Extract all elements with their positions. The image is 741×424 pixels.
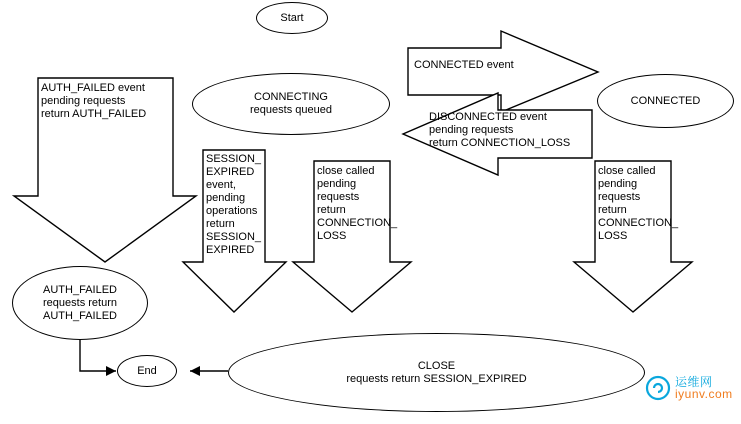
close-called-connecting-label-line-3: requests: [317, 191, 360, 203]
close-called-connected-label-line-2: pending: [598, 178, 638, 190]
close-called-connecting-label-line-4: return: [317, 204, 346, 216]
connected-arrow-shape: [408, 31, 598, 112]
auth-failed-arrow-shape: [14, 78, 196, 262]
auth-failed-arrow-label-line-1: AUTH_FAILED event: [41, 82, 145, 94]
watermark: [645, 375, 733, 401]
session-expired-arrow-label-line-6: return: [206, 218, 235, 230]
session-expired-arrow-label-line-2: EXPIRED: [206, 166, 255, 178]
session-expired-arrow-label-line-5: operations: [206, 205, 258, 217]
watermark-top-text: 运维网: [675, 375, 713, 389]
close-called-connected-label-line-1: close called: [598, 165, 656, 177]
session-expired-arrow-shape: [183, 150, 286, 312]
close-called-connected-label-line-4: return: [598, 204, 627, 216]
node-close-sublabel: requests return SESSION_EXPIRED: [346, 372, 527, 385]
node-close[interactable]: [228, 333, 645, 412]
disconnected-arrow-label-line-3: return CONNECTION_LOSS: [429, 137, 571, 149]
close-called-connected-label-line-6: LOSS: [598, 230, 628, 242]
close-called-connected-label-line-3: requests: [598, 191, 641, 203]
session-expired-arrow-label-line-4: pending: [206, 192, 246, 204]
close-called-connecting-arrow-shape: [293, 161, 411, 312]
session-expired-arrow-label-line-1: SESSION_: [206, 153, 262, 165]
node-connecting-sublabel: requests queued: [250, 104, 332, 116]
watermark-bottom-text: iyunv.com: [675, 387, 733, 401]
disconnected-arrow-label-line-1: DISCONNECTED event: [429, 111, 547, 123]
watermark-text: [675, 376, 733, 400]
circle-swirl-icon: [645, 375, 671, 401]
node-start-label: Start: [280, 11, 304, 24]
connected-arrow-label-line-1: CONNECTED event: [414, 59, 514, 71]
node-connecting-label: CONNECTING: [254, 91, 328, 103]
close-to-end-arrowhead: [190, 366, 200, 376]
node-end[interactable]: [117, 355, 177, 387]
session-expired-arrow-label-line-7: SESSION_: [206, 231, 262, 243]
close-called-connecting-label-line-6: LOSS: [317, 230, 347, 242]
auth-failed-to-end-arrowhead: [106, 366, 116, 376]
node-end-label: End: [137, 364, 157, 377]
node-close-label: CLOSE: [417, 359, 456, 372]
close-called-connecting-label-line-2: pending: [317, 178, 357, 190]
auth-failed-arrow-label-line-3: return AUTH_FAILED: [41, 108, 147, 120]
session-expired-arrow-label-line-3: event,: [206, 179, 236, 191]
close-called-connected-arrow-shape: [574, 161, 692, 312]
node-auth-failed-sublabel-1: requests return: [43, 296, 117, 309]
node-auth-failed-sublabel-2: AUTH_FAILED: [43, 309, 117, 322]
node-connected-label: CONNECTED: [630, 94, 701, 107]
node-auth-failed[interactable]: [12, 266, 148, 340]
close-called-connecting-label-line-1: close called: [317, 165, 375, 177]
disconnected-arrow-shape: [403, 93, 592, 175]
auth-failed-arrow-label-line-2: pending requests: [41, 95, 126, 107]
session-expired-arrow-label-line-8: EXPIRED: [206, 244, 255, 256]
node-connecting[interactable]: [192, 73, 390, 135]
node-start[interactable]: [256, 2, 328, 34]
node-auth-failed-label: AUTH_FAILED: [43, 283, 117, 296]
disconnected-arrow-label-line-2: pending requests: [429, 124, 514, 136]
close-called-connecting-label-line-5: CONNECTION_: [317, 217, 398, 229]
auth-failed-to-end-connector: [80, 340, 116, 371]
node-connected[interactable]: [597, 74, 734, 128]
close-called-connected-label-line-5: CONNECTION_: [598, 217, 679, 229]
